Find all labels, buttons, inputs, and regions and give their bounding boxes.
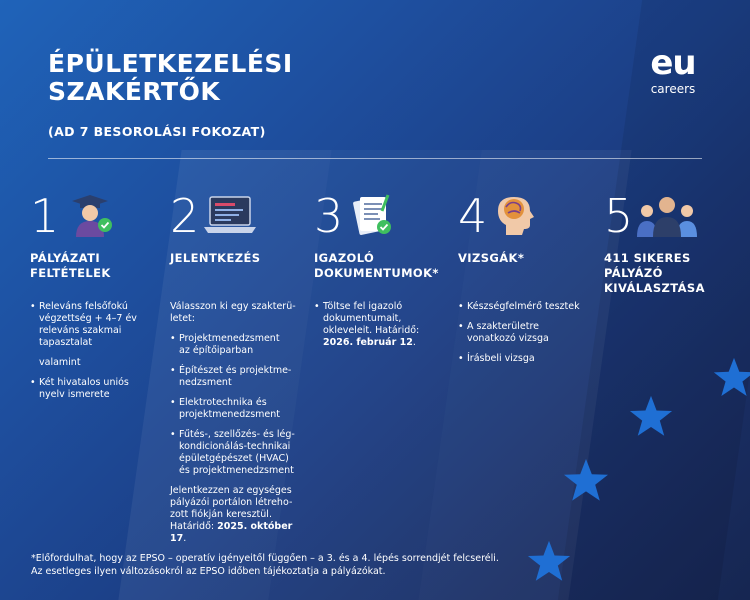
list-item-line: releváns szakmai xyxy=(39,325,122,336)
title-line: SZAKÉRTŐK xyxy=(48,77,221,106)
list-item xyxy=(458,301,598,313)
list-item xyxy=(170,333,310,357)
step-number: 1 xyxy=(30,189,60,243)
laptop-icon xyxy=(198,193,258,237)
list-item xyxy=(170,429,310,477)
logo-eu-text: eu xyxy=(650,43,696,83)
list-item-line: Töltse fel igazoló xyxy=(323,301,403,312)
step-title xyxy=(30,251,111,281)
footnote-line: *Előfordulhat, hogy az EPSO – operatív igényeitől függően – a 3. és a 4. lépés sorrendjét felcseréli. xyxy=(31,553,499,564)
list-item-line: Két hivatalos uniós xyxy=(39,377,129,388)
list-item-line: dokumentumait, xyxy=(323,313,402,324)
step-content xyxy=(314,301,454,357)
list-item xyxy=(30,301,170,349)
list-item-line: Készségfelmérő tesztek xyxy=(467,301,580,312)
step-number: 4 xyxy=(458,189,488,243)
list-item-line: Releváns felsőfokú xyxy=(39,301,128,312)
list-item-line: okleveleit. Határidő: xyxy=(323,325,420,336)
deadline-date: 2026. február 12 xyxy=(323,337,413,348)
deadline-label: Határidő: xyxy=(170,521,218,532)
step-number: 2 xyxy=(170,189,200,243)
text-line: pályázói portálon létreho- xyxy=(170,497,293,508)
documents-icon xyxy=(342,193,402,237)
list-item-line: tapasztalat xyxy=(39,337,93,348)
step-content xyxy=(458,301,598,373)
star-icon xyxy=(562,457,610,505)
connector-text: valamint xyxy=(39,357,81,368)
list-item-line: Elektrotechnika és xyxy=(179,397,267,408)
footnote-line: Az esetleges ilyen változásokról az EPSO időben tájékoztatja a pályázókat. xyxy=(31,566,386,577)
step-title xyxy=(314,251,439,281)
star-icon xyxy=(628,394,674,440)
list-item xyxy=(170,397,310,421)
text-line: letet: xyxy=(170,313,195,324)
list-item-line: kondicionálás-technikai xyxy=(179,441,291,452)
step-number: 5 xyxy=(604,189,634,243)
brain-head-icon xyxy=(486,193,546,237)
list-item xyxy=(314,301,454,349)
list-item xyxy=(458,353,598,365)
star-icon xyxy=(712,356,750,400)
list-item-line: vonatkozó vizsga xyxy=(467,333,549,344)
list-item-line: A szakterületre xyxy=(467,321,540,332)
list-item-line: az építőiparban xyxy=(179,345,254,356)
intro-text xyxy=(170,301,310,325)
list-item-line: végzettség + 4–7 év xyxy=(39,313,137,324)
list-item xyxy=(458,321,598,345)
list-item-line: nedzsment xyxy=(179,377,232,388)
list-item-line: nyelv ismerete xyxy=(39,389,110,400)
logo-careers-text: careers xyxy=(650,82,696,96)
step-title-line: IGAZOLÓ xyxy=(314,251,375,265)
list-item-line: épületgépészet (HVAC) xyxy=(179,453,289,464)
step-title-line: KIVÁLASZTÁSA xyxy=(604,281,705,295)
footnote xyxy=(31,552,591,578)
step-title-line: DOKUMENTUMOK* xyxy=(314,266,439,280)
step-title-line: FELTÉTELEK xyxy=(30,266,111,280)
title-line: ÉPÜLETKEZELÉSI xyxy=(48,49,293,78)
step-title xyxy=(604,251,705,296)
list-item-line: és projektmenedzsment xyxy=(179,465,294,476)
eu-careers-logo xyxy=(643,43,703,96)
list-item-line: Projektmenedzsment xyxy=(179,333,280,344)
step-title-line: 411 SIKERES xyxy=(604,251,691,265)
list-item-line: Írásbeli vizsga xyxy=(467,353,535,364)
list-item xyxy=(30,377,170,401)
step-number: 3 xyxy=(314,189,344,243)
page-subtitle: (AD 7 BESOROLÁSI FOKOZAT) xyxy=(48,124,266,139)
step-content xyxy=(30,301,170,409)
deadline-date: 2025. október 17 xyxy=(170,521,293,544)
graduate-icon xyxy=(58,193,118,237)
step-title: JELENTKEZÉS xyxy=(170,251,261,265)
list-item xyxy=(170,365,310,389)
text-line: Válasszon ki egy szakterü- xyxy=(170,301,296,312)
step-title: VIZSGÁK* xyxy=(458,251,525,265)
list-item-line: Fűtés-, szellőzés- és lég- xyxy=(179,429,295,440)
divider xyxy=(48,158,702,159)
list-item-line: projektmenedzsment xyxy=(179,409,281,420)
text-line: zott fiókján keresztül. xyxy=(170,509,272,520)
list-item-line: Építészet és projektme- xyxy=(179,365,292,376)
step-title-line: PÁLYÁZATI xyxy=(30,251,101,265)
deadline-end: . xyxy=(412,337,416,348)
apply-text xyxy=(170,485,310,545)
page-title xyxy=(48,50,293,106)
text-line: Jelentkezzen az egységes xyxy=(170,485,292,496)
step-content xyxy=(170,301,310,553)
step-title-line: PÁLYÁZÓ xyxy=(604,266,663,280)
people-group-icon xyxy=(632,193,704,237)
deadline-end: . xyxy=(183,533,187,544)
